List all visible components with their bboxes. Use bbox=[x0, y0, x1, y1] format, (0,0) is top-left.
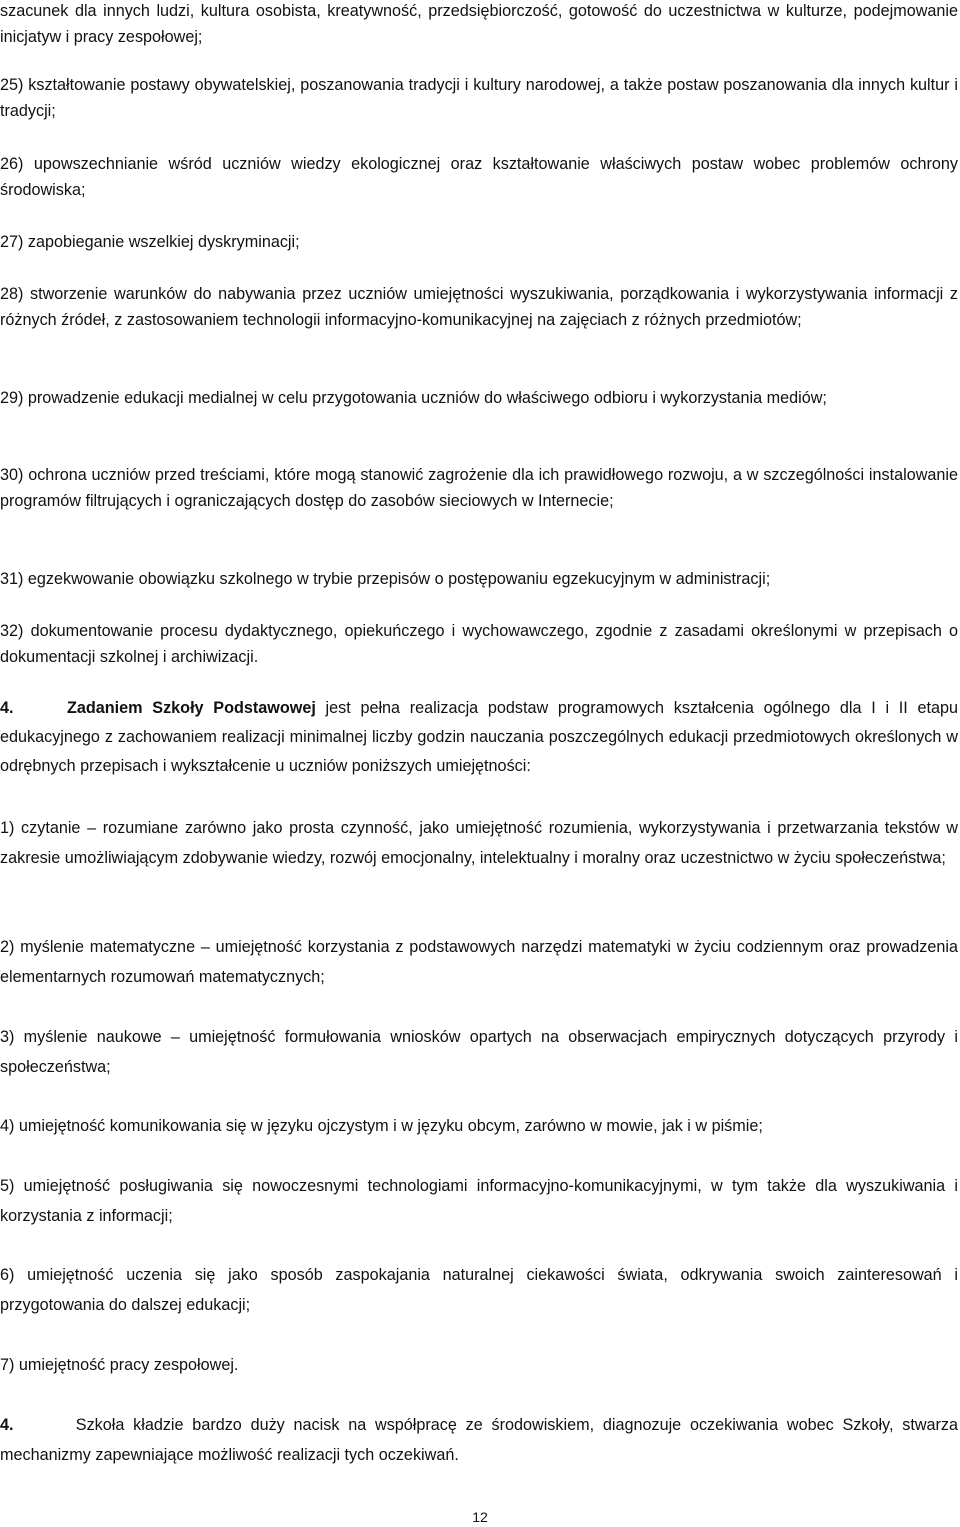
list-item-29: 29) prowadzenie edukacji medialnej w celu przygotowania uczniów do właściwego odbioru i wykorzystania mediów; bbox=[0, 389, 827, 407]
list-item-32: 32) dokumentowanie procesu dydaktycznego, opiekuńczego i wychowawczego, zgodnie z zasadami określonymi w przepisach o dokumentacji szkolnej i archiwizacji. bbox=[0, 622, 958, 666]
list-item-31: 31) egzekwowanie obowiązku szkolnego w trybie przepisów o postępowaniu egzekucyjnym w administracji; bbox=[0, 570, 771, 588]
section-4b-number: 4. bbox=[0, 1416, 14, 1434]
section-4b-text: Szkoła kładzie bardzo duży nacisk na współpracę ze środowiskiem, diagnozuje oczekiwania wobec Szkoły, stwarza mechanizmy zapewniające możliwość realizacji tych oczekiwań. bbox=[0, 1416, 958, 1464]
section-number: 4. bbox=[0, 699, 14, 717]
list-item-25: 25) kształtowanie postawy obywatelskiej, poszanowania tradycji i kultury narodowej, a także postaw poszanowania dla innych kultur i tradycji; bbox=[0, 76, 958, 120]
section-4-paragraph bbox=[0, 694, 958, 781]
skill-item-7: 7) umiejętność pracy zespołowej. bbox=[0, 1356, 239, 1374]
skill-item-6: 6) umiejętność uczenia się jako sposób zaspokajania naturalnej ciekawości świata, odkrywania swoich zainteresowań i przygotowania do dalszej edukacji; bbox=[0, 1266, 958, 1314]
section-4b-paragraph bbox=[0, 1410, 958, 1470]
section-lead: Zadaniem Szkoły Podstawowej bbox=[67, 699, 316, 717]
list-item-28: 28) stworzenie warunków do nabywania przez uczniów umiejętności wyszukiwania, porządkowania i wykorzystywania informacji z różnych źródeł, z zastosowaniem technologii informacyjno-komunikacyjnej na zajęciach z różnych przedmiotów; bbox=[0, 285, 958, 329]
skill-item-4: 4) umiejętność komunikowania się w języku ojczystym i w języku obcym, zarówno w mowie, jak i w piśmie; bbox=[0, 1117, 763, 1135]
paragraph-continuation: szacunek dla innych ludzi, kultura osobista, kreatywność, przedsiębiorczość, gotowość do uczestnictwa w kulturze, podejmowanie inicjatyw i pracy zespołowej; bbox=[0, 2, 958, 46]
skill-item-3: 3) myślenie naukowe – umiejętność formułowania wniosków opartych na obserwacjach empirycznych dotyczących przyrody i społeczeństwa; bbox=[0, 1028, 958, 1076]
section-text: jest pełna realizacja podstaw programowych kształcenia ogólnego dla I i II etapu edukacyjnego z zachowaniem realizacji minimalnej liczby godzin nauczania poszczególnych edukacji przedmiotowych określonych w odrębnych przepisach i wykształcenie u uczniów poniższych umiejętności: bbox=[0, 699, 958, 775]
page-number: 12 bbox=[472, 1509, 488, 1525]
list-item-27: 27) zapobieganie wszelkiej dyskryminacji; bbox=[0, 233, 300, 251]
skill-item-5: 5) umiejętność posługiwania się nowoczesnymi technologiami informacyjno-komunikacyjnymi, w tym także dla wyszukiwania i korzystania z informacji; bbox=[0, 1177, 958, 1225]
skill-item-2: 2) myślenie matematyczne – umiejętność korzystania z podstawowych narzędzi matematyki w życiu codziennym oraz prowadzenia elementarnych rozumowań matematycznych; bbox=[0, 938, 958, 986]
list-item-26: 26) upowszechnianie wśród uczniów wiedzy ekologicznej oraz kształtowanie właściwych postaw wobec problemów ochrony środowiska; bbox=[0, 155, 958, 199]
list-item-30: 30) ochrona uczniów przed treściami, które mogą stanowić zagrożenie dla ich prawidłowego rozwoju, a w szczególności instalowanie programów filtrujących i ograniczających dostęp do zasobów sieciowych w Internecie; bbox=[0, 466, 958, 510]
skill-item-1: 1) czytanie – rozumiane zarówno jako prosta czynność, jako umiejętność rozumienia, wykorzystywania i przetwarzania tekstów w zakresie umożliwiającym zdobywanie wiedzy, rozwój emocjonalny, intelektualny i moralny oraz uczestnictwo w życiu społeczeństwa; bbox=[0, 819, 958, 867]
